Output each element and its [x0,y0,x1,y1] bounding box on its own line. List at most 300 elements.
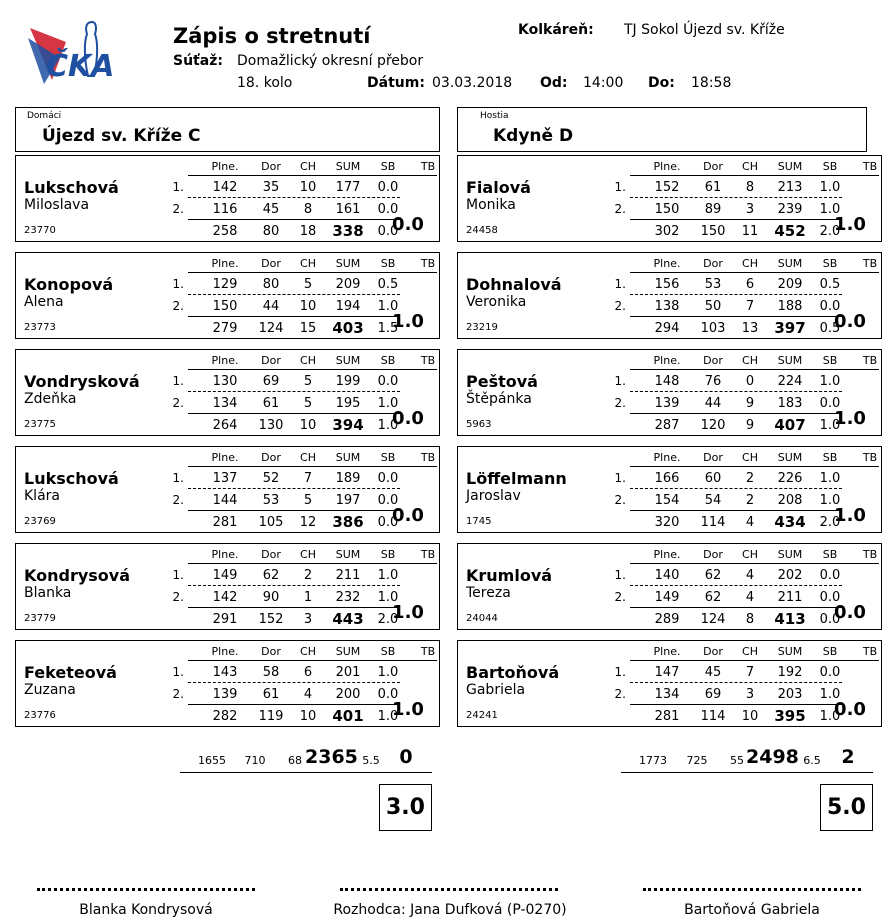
score-cell: 0.0 [377,374,399,389]
referee-signature-line [340,888,558,891]
score-cell: 1.0 [819,687,841,702]
home-total-sb: 5.5 [362,754,380,767]
header-divider [188,175,437,176]
player-tb: 0.0 [392,505,424,526]
total-divider [630,510,842,511]
column-header: SUM [335,160,361,173]
score-cell: 2.0 [819,515,841,530]
header-divider [188,466,437,467]
column-header: TB [862,160,878,173]
score-cell: 0.5 [377,277,399,292]
score-cell: 281 [654,709,680,724]
score-cell: 0.0 [377,515,399,530]
total-divider [188,219,400,220]
score-cell: 138 [654,299,680,314]
away-total-ch: 55 [730,754,744,767]
score-cell: 0.0 [819,612,841,627]
score-cell: 4 [303,687,313,702]
player-id: 23769 [24,516,56,527]
column-header: SUM [335,645,361,658]
score-cell: 45 [704,665,722,680]
column-header: SB [380,451,396,464]
score-cell: 13 [741,321,759,336]
score-cell: 0.0 [819,665,841,680]
score-cell: 0 [745,374,755,389]
total-divider [188,316,400,317]
total-divider [630,316,842,317]
score-cell: 114 [700,709,726,724]
score-cell: 124 [700,612,726,627]
row-divider [630,391,842,392]
score-cell: 0.5 [819,321,841,336]
date-label: Dátum: [367,75,425,91]
score-cell: 5 [303,374,313,389]
player-id: 23770 [24,225,56,236]
column-header: Dor [703,645,723,658]
competition-label: Súťaž: [173,53,223,69]
header-divider [630,563,879,564]
column-header: TB [862,451,878,464]
score-cell: 53 [262,493,280,508]
column-header: SB [822,160,838,173]
player-tb: 1.0 [392,699,424,720]
score-cell: 209 [335,277,361,292]
row-number: 1. [614,180,626,194]
column-header: SB [380,160,396,173]
total-divider [630,219,842,220]
score-cell: 1.0 [819,471,841,486]
row-divider [630,197,842,198]
home-points-box: 3.0 [379,784,432,831]
score-cell: 407 [774,416,806,434]
column-header: Dor [261,548,281,561]
score-cell: 281 [212,515,238,530]
score-cell: 44 [262,299,280,314]
score-cell: 156 [654,277,680,292]
score-cell: 76 [704,374,722,389]
score-cell: 226 [777,471,803,486]
player-tb: 0.0 [392,408,424,429]
score-cell: 2 [745,493,755,508]
score-cell: 150 [700,224,726,239]
score-cell: 149 [654,590,680,605]
row-number: 2. [172,396,184,410]
column-header: Plne. [653,257,681,270]
score-cell: 124 [258,321,284,336]
player-surname: Fialová [466,178,531,197]
column-header: TB [420,160,436,173]
home-signature-name: Blanka Kondrysová [79,902,213,918]
score-cell: 4 [745,515,755,530]
row-divider [188,488,400,489]
header-divider [630,175,879,176]
score-cell: 202 [777,568,803,583]
score-cell: 45 [262,202,280,217]
score-cell: 183 [777,396,803,411]
score-cell: 1.0 [377,665,399,680]
score-cell: 177 [335,180,361,195]
player-tb: 0.0 [392,214,424,235]
score-cell: 144 [212,493,238,508]
score-cell: 294 [654,321,680,336]
column-header: CH [742,548,758,561]
score-cell: 302 [654,224,680,239]
away-total-sb: 6.5 [803,754,821,767]
player-surname: Konopová [24,275,114,294]
column-header: CH [742,160,758,173]
away-player-box [457,155,882,242]
row-number: 1. [172,180,184,194]
column-header: Dor [261,257,281,270]
score-cell: 1.0 [377,396,399,411]
date-value: 03.03.2018 [432,75,513,91]
score-cell: 6 [303,665,313,680]
column-header: CH [300,451,316,464]
row-divider [188,391,400,392]
home-signature-line [37,888,255,891]
player-surname: Vondrysková [24,372,140,391]
score-cell: 188 [777,299,803,314]
away-player-box [457,640,882,727]
row-number: 1. [614,665,626,679]
row-divider [630,682,842,683]
column-header: CH [300,645,316,658]
player-id: 23773 [24,322,56,333]
score-cell: 5 [303,396,313,411]
row-divider [188,585,400,586]
column-header: TB [420,257,436,270]
header-divider [630,466,879,467]
column-header: Plne. [211,645,239,658]
player-tb: 1.0 [834,214,866,235]
player-firstname: Miloslava [24,197,90,213]
column-header: Dor [703,548,723,561]
score-cell: 211 [777,590,803,605]
header-divider [188,369,437,370]
from-label: Od: [540,75,568,91]
score-cell: 282 [212,709,238,724]
score-cell: 397 [774,319,806,337]
away-total-line [621,772,873,773]
header-divider [188,563,437,564]
away-player-box [457,446,882,533]
away-signature-line [643,888,861,891]
away-player-box [457,349,882,436]
home-player-box [15,446,440,533]
score-cell: 208 [777,493,803,508]
score-cell: 90 [262,590,280,605]
score-cell: 80 [262,277,280,292]
to-label: Do: [648,75,675,91]
away-team-name: Kdyně D [493,126,574,146]
player-id: 23219 [466,322,498,333]
column-header: Dor [703,354,723,367]
score-cell: 152 [654,180,680,195]
score-cell: 52 [262,471,280,486]
from-value: 14:00 [583,75,624,91]
player-firstname: Tereza [466,585,511,601]
score-cell: 1.0 [819,180,841,195]
player-firstname: Veronika [466,294,527,310]
column-header: TB [862,354,878,367]
score-cell: 137 [212,471,238,486]
row-number: 2. [614,396,626,410]
player-tb: 0.0 [834,311,866,332]
column-header: SUM [777,354,803,367]
column-header: TB [862,548,878,561]
score-cell: 1.5 [377,321,399,336]
score-cell: 3 [303,612,313,627]
row-number: 1. [172,374,184,388]
competition-name: Domažlický okresní přebor [237,53,424,69]
score-cell: 148 [654,374,680,389]
score-cell: 12 [299,515,317,530]
score-cell: 1.0 [377,299,399,314]
score-cell: 114 [700,515,726,530]
player-firstname: Zuzana [24,682,76,698]
score-cell: 452 [774,222,806,240]
score-cell: 232 [335,590,361,605]
score-cell: 386 [332,513,364,531]
row-number: 1. [614,568,626,582]
score-cell: 200 [335,687,361,702]
total-divider [188,607,400,608]
total-divider [630,704,842,705]
row-divider [188,294,400,295]
home-total-tb: 0 [399,746,413,768]
score-cell: 5 [303,493,313,508]
score-cell: 69 [262,374,280,389]
home-player-box [15,252,440,339]
away-total-sum: 2498 [746,746,799,768]
away-total-dor: 725 [686,754,708,767]
header-divider [630,272,879,273]
score-cell: 105 [258,515,284,530]
page-title: Zápis o stretnutí [173,24,371,48]
score-cell: 130 [258,418,284,433]
player-id: 5963 [466,419,492,430]
column-header: SB [822,451,838,464]
score-cell: 209 [777,277,803,292]
player-surname: Löffelmann [466,469,567,488]
column-header: Dor [261,160,281,173]
player-surname: Lukschová [24,469,119,488]
player-id: 23779 [24,613,56,624]
score-cell: 403 [332,319,364,337]
score-cell: 264 [212,418,238,433]
column-header: Dor [703,451,723,464]
player-firstname: Gabriela [466,682,526,698]
away-total-plne: 1773 [639,754,667,767]
column-header: SUM [335,354,361,367]
score-cell: 154 [654,493,680,508]
away-team-box [457,107,867,152]
home-total-ch: 68 [288,754,302,767]
row-number: 1. [172,568,184,582]
row-number: 2. [172,202,184,216]
row-divider [630,585,842,586]
score-cell: 119 [258,709,284,724]
total-divider [188,413,400,414]
column-header: Dor [261,451,281,464]
column-header: SB [822,354,838,367]
score-cell: 142 [212,590,238,605]
row-number: 2. [614,590,626,604]
score-cell: 149 [212,568,238,583]
score-cell: 434 [774,513,806,531]
row-divider [630,488,842,489]
player-surname: Krumlová [466,566,553,585]
score-cell: 60 [704,471,722,486]
column-header: CH [742,645,758,658]
player-tb: 0.0 [834,699,866,720]
score-cell: 0.0 [819,590,841,605]
score-cell: 3 [745,687,755,702]
score-cell: 50 [704,299,722,314]
score-cell: 9 [745,418,755,433]
score-cell: 0.0 [819,299,841,314]
column-header: Plne. [211,257,239,270]
score-cell: 194 [335,299,361,314]
score-cell: 120 [700,418,726,433]
score-cell: 7 [745,299,755,314]
column-header: CH [300,548,316,561]
score-cell: 7 [745,665,755,680]
row-divider [630,294,842,295]
column-header: CH [742,354,758,367]
score-cell: 147 [654,665,680,680]
score-cell: 279 [212,321,238,336]
home-player-box [15,640,440,727]
column-header: Dor [261,645,281,658]
score-cell: 289 [654,612,680,627]
player-tb: 1.0 [392,311,424,332]
column-header: TB [420,451,436,464]
score-cell: 0.0 [377,471,399,486]
home-team-box [15,107,440,152]
score-cell: 152 [258,612,284,627]
player-surname: Bartoňová [466,663,560,682]
home-player-box [15,155,440,242]
score-cell: 9 [745,396,755,411]
score-cell: 1.0 [819,418,841,433]
column-header: SUM [777,257,803,270]
column-header: CH [300,354,316,367]
score-cell: 10 [299,299,317,314]
score-cell: 413 [774,610,806,628]
column-header: SB [822,645,838,658]
player-surname: Dohnalová [466,275,562,294]
column-header: SUM [335,548,361,561]
score-cell: 2.0 [819,224,841,239]
home-total-dor: 710 [244,754,266,767]
column-header: TB [862,645,878,658]
score-cell: 8 [745,180,755,195]
column-header: Plne. [653,548,681,561]
player-firstname: Alena [24,294,64,310]
home-total-sum: 2365 [305,746,358,768]
score-cell: 287 [654,418,680,433]
player-surname: Lukschová [24,178,119,197]
score-cell: 61 [262,396,280,411]
column-header: Plne. [211,451,239,464]
score-cell: 54 [704,493,722,508]
player-id: 24458 [466,225,498,236]
score-cell: 11 [741,224,759,239]
score-cell: 161 [335,202,361,217]
total-divider [630,413,842,414]
column-header: TB [420,354,436,367]
player-surname: Feketeová [24,663,117,682]
column-header: CH [300,257,316,270]
row-number: 1. [614,471,626,485]
column-header: CH [300,160,316,173]
score-cell: 89 [704,202,722,217]
score-cell: 1.0 [819,493,841,508]
column-header: CH [742,257,758,270]
score-cell: 62 [704,568,722,583]
score-cell: 6 [745,277,755,292]
score-cell: 61 [262,687,280,702]
score-cell: 139 [654,396,680,411]
column-header: TB [420,645,436,658]
score-cell: 80 [262,224,280,239]
row-number: 2. [614,202,626,216]
player-firstname: Štěpánka [466,391,532,407]
score-cell: 10 [299,709,317,724]
score-cell: 8 [745,612,755,627]
column-header: SUM [777,548,803,561]
header-divider [188,272,437,273]
column-header: SUM [777,160,803,173]
player-tb: 1.0 [834,505,866,526]
total-divider [188,704,400,705]
score-cell: 1.0 [377,418,399,433]
score-cell: 338 [332,222,364,240]
away-total-tb: 2 [841,746,855,768]
score-cell: 239 [777,202,803,217]
away-player-box [457,543,882,630]
score-cell: 7 [303,471,313,486]
score-cell: 129 [212,277,238,292]
header-divider [630,660,879,661]
score-cell: 1.0 [377,568,399,583]
column-header: Dor [703,257,723,270]
score-cell: 18 [299,224,317,239]
score-cell: 394 [332,416,364,434]
column-header: Plne. [653,451,681,464]
score-cell: 1.0 [377,709,399,724]
score-cell: 53 [704,277,722,292]
score-cell: 62 [262,568,280,583]
column-header: TB [420,548,436,561]
score-cell: 0.0 [377,493,399,508]
score-cell: 195 [335,396,361,411]
total-divider [188,510,400,511]
score-cell: 224 [777,374,803,389]
player-firstname: Zdeňka [24,391,77,407]
score-cell: 258 [212,224,238,239]
score-cell: 103 [700,321,726,336]
score-cell: 1 [303,590,313,605]
score-cell: 150 [654,202,680,217]
row-number: 1. [172,277,184,291]
home-player-box [15,349,440,436]
score-cell: 10 [299,180,317,195]
home-team-label: Domáci [27,111,62,121]
home-player-box [15,543,440,630]
row-number: 2. [614,687,626,701]
